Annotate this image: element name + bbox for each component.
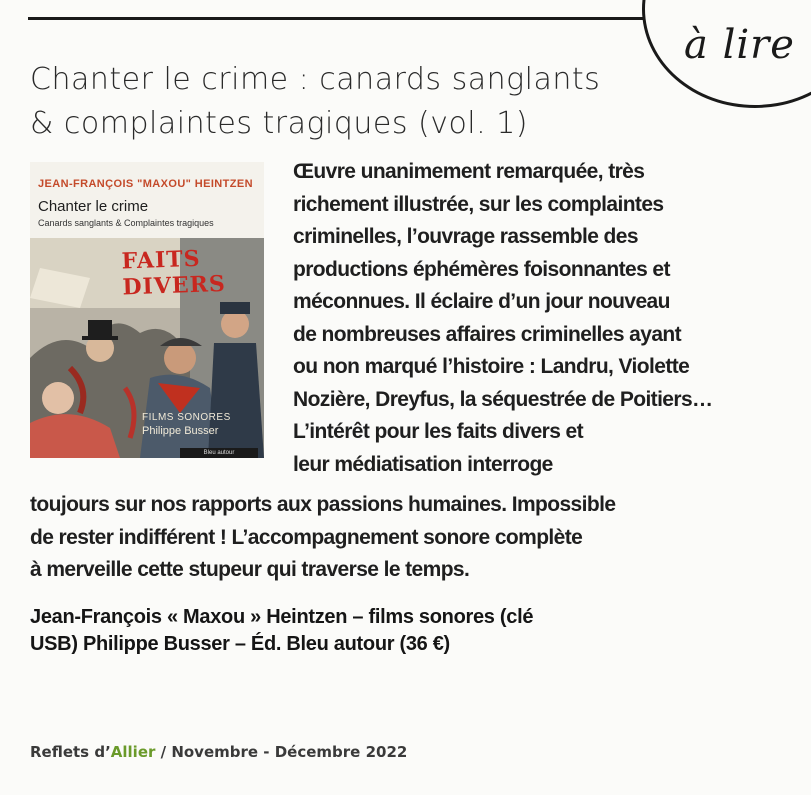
credits-line: USB) Philippe Busser – Éd. Bleu autour (36 €) — [30, 633, 450, 655]
article-body-column — [293, 156, 798, 481]
page-footer — [30, 743, 407, 761]
issue-date: / Novembre - Décembre 2022 — [155, 743, 408, 761]
cover-films-label: FILMS SONORES — [142, 412, 231, 423]
body-line: criminelles, l’ouvrage rassemble des — [293, 225, 638, 248]
body-line: de nombreuses affaires criminelles ayant — [293, 322, 682, 346]
body-line: leur médiatisation interroge — [293, 452, 553, 476]
body-line: Nozière, Dreyfus, la séquestrée de Poitiers… — [293, 387, 713, 411]
cover-headline: FAITS DIVERS — [121, 245, 227, 301]
body-line: richement illustrée, sur les complaintes — [293, 192, 664, 216]
title-line: Chanter le crime : canards sanglants — [30, 62, 601, 97]
cover-subtitle: Canards sanglants & Complaintes tragiques — [38, 218, 214, 228]
article-title — [30, 58, 630, 146]
body-line: Œuvre unanimement remarquée, très — [293, 160, 645, 183]
credits-line: Jean-François « Maxou » Heintzen – films sonores (clé — [30, 606, 534, 628]
body-line: productions éphémères foisonnantes et — [293, 257, 670, 281]
article-body-full — [30, 489, 790, 587]
magazine-name-prefix: Reflets d’ — [30, 743, 111, 761]
body-line: ou non marqué l’histoire : Landru, Violette — [293, 355, 690, 378]
body-line: L’intérêt pour les faits divers et — [293, 420, 584, 443]
magazine-name-accent: Allier — [110, 743, 156, 761]
section-label: à lire — [684, 22, 795, 68]
body-line: toujours sur nos rapports aux passions humaines. Impossible — [30, 493, 616, 516]
top-rule — [28, 17, 668, 20]
title-line: & complaintes tragiques (vol. 1) — [30, 106, 529, 141]
book-credits — [30, 604, 650, 658]
cover-author: JEAN-FRANÇOIS "MAXOU" HEINTZEN — [38, 178, 253, 190]
body-line: à merveille cette stupeur qui traverse le temps. — [30, 558, 470, 581]
body-line: méconnues. Il éclaire d’un jour nouveau — [293, 290, 670, 313]
cover-title: Chanter le crime — [38, 198, 149, 215]
cover-sound-author: Philippe Busser — [142, 425, 219, 437]
body-line: de rester indifférent ! L’accompagnement sonore complète — [30, 525, 583, 549]
cover-publisher-mark: Bleu autour — [180, 448, 258, 458]
